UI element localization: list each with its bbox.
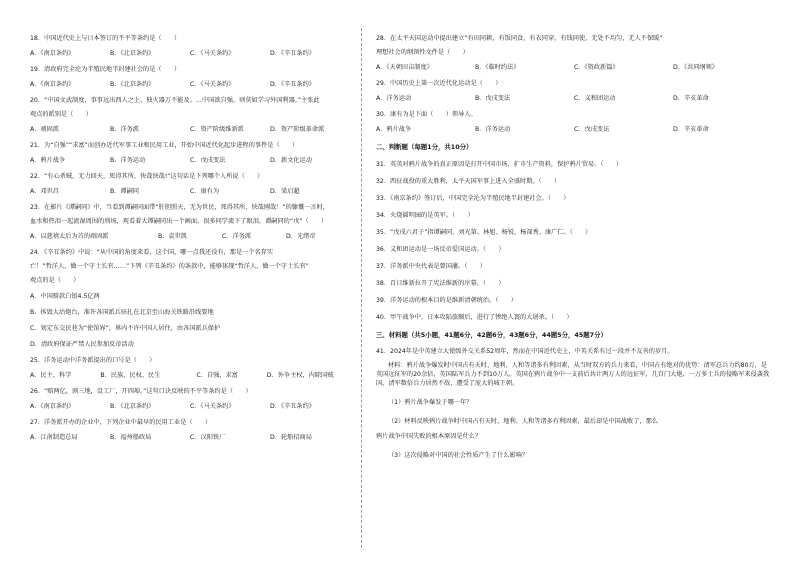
judge-item-39: 39．洋务运动的根本目的是维新清朝统治。（ ） <box>376 297 517 304</box>
q30-option-a: A．鸦片战争 <box>376 126 412 133</box>
q21-options <box>30 156 350 165</box>
q22-options <box>30 187 350 196</box>
q20-option-c: C．资产阶级维新派 <box>190 126 244 133</box>
judge-item-35: 35．“戊戌六君子”指谭嗣同、刘光第、林旭、杨锐、杨深秀、康广仁。（ ） <box>376 229 592 236</box>
judge-item-31: 31．英英对鸦片战争的真正原因是打开中国市场，扩市生产资料，保护鸦片贸易。（ ） <box>376 161 623 168</box>
q24-options <box>30 292 350 349</box>
q26-option-a: A．《南京条约》 <box>30 403 75 410</box>
q19-option-c: C．《马关条约》 <box>190 81 235 88</box>
right-column <box>376 34 772 466</box>
q20-option-b: B．洋务派 <box>110 126 139 133</box>
q26-option-d: D．《辛丑条约》 <box>270 403 315 410</box>
q41-sub2-cont: 鸦片战争中国失败的根本原因是什么？ <box>376 433 482 441</box>
q41-sub2: （2）材料反映鸦片战争时中国占有天时、地利、人和等诸多有利因素，最后却是中国战败了，那么 <box>388 418 658 425</box>
q19-stem: 19．清政府完全沦为半殖民地半封建社会的是（ ） <box>30 66 181 73</box>
q30-option-c: C．戊戌变法 <box>574 126 610 133</box>
q30-options <box>376 125 772 134</box>
q20-stem-cont: 观点的派别是（ ） <box>30 111 92 118</box>
q19-option-d: D．《辛丑条约》 <box>270 81 315 88</box>
q23-option-a: A．以慈禧太后为首的顽固派 <box>30 233 109 240</box>
q26-options <box>30 402 350 411</box>
q21-option-b: B．洋务运动 <box>110 157 146 164</box>
q29-option-a: A．洋务运动 <box>376 95 412 102</box>
q28-stem-cont: 理想社会的纲领性文件是（ ） <box>376 49 469 56</box>
q21-option-a: A．鸦片战争 <box>30 157 66 164</box>
q18-stem: 18．中国近代史上与日本签订的不平等条约是（ ） <box>30 35 181 42</box>
q27-option-a: A．江南制造总局 <box>30 434 78 441</box>
q28-option-d: D．《共同纲领》 <box>673 64 718 71</box>
judge-item-32: 32．西征战役的重大胜利，太平天国军事上进入全盛时期。（ ） <box>376 178 561 185</box>
q20-option-d: D．资产阶级革命派 <box>270 126 325 133</box>
q29-option-b: B．戊戌变法 <box>475 95 511 102</box>
q22-option-b: B．谭嗣同 <box>110 188 139 195</box>
q20-stem: 20．“中国文武制度，事事远出西人之上，独火器万不能及。…中国欲自强，则莫如学习外国利器。”主张此 <box>30 97 320 104</box>
q22-option-c: C．康有为 <box>190 188 220 195</box>
q24-option-d: D．清政府保证严禁人民参加反帝活动 <box>30 341 134 348</box>
judge-item-33: 33．《南京条约》签订后，中国完全沦为半殖民地半封建社会。（ ） <box>376 195 570 202</box>
q26-option-c: C．《马关条约》 <box>190 403 235 410</box>
q19-options <box>30 80 350 89</box>
q41-sub1: （1）鸦片战争爆发于哪一年？ <box>388 399 473 406</box>
judge-item-34: 34．火烧圆明园的是英军。（ ） <box>376 212 474 219</box>
section-material-heading: 三、材料题（共5小题，41题6分，42题6分，43题6分，44题5分，45题7分） <box>376 331 607 339</box>
q26-stem: 26．“赔两亿，割三地，设工厂，开四埠。”这句口诀反映的不平等条约是（ ） <box>30 388 252 395</box>
q21-stem: 21．为“自强”“求富”而创办近代军事工业和民用工业，开始中国近代化起步进程的事件是（ ） <box>30 142 299 149</box>
q25-options <box>30 371 350 380</box>
q25-stem: 25．洋务运动中洋务派提出的口号是（ ） <box>30 357 156 364</box>
q28-option-b: B．《临时约法》 <box>475 64 520 71</box>
q41-material: 材料：鸦片战争爆发时中国占有天时、地利、人和等诸多有利因素，从当时双方的兵力来看，中国占有绝对的优势：清军总兵力约80万，是英国远征军的20余倍，英国陆军兵力不到10万人。英国在鸦片战争中一支前后共计两万人的远征军，几百门大炮、一万多士兵的侵略军来侵袭我国，清军数倍兵力居然不敌，遭受了庞大的城王朝。 <box>376 362 770 387</box>
judgement-list <box>376 160 772 322</box>
q18-options <box>30 49 350 58</box>
q25-option-d: D．外争主权，内除国贼 <box>266 372 334 379</box>
q30-option-b: B．洋务运动 <box>475 126 511 133</box>
section-judgement-heading: 二、判断题（每题1分，共10分） <box>376 143 473 151</box>
q29-option-d: D．辛亥革命 <box>673 95 709 102</box>
q29-options <box>376 94 772 103</box>
q23-option-b: B．袁世凯 <box>158 233 187 240</box>
q18-option-a: A．《南京条约》 <box>30 50 75 57</box>
q22-stem: 22．“有心杀贼，无力回天，死得其所，快哉快哉!”这句话是下列哪个人所说（ ） <box>30 173 264 180</box>
q24-stem-cont1: 亡！”哲洋人，做一个守土长官……”下列《辛丑条约》的条款中，能够体现“哲洋人，做一个守土长官” <box>30 263 309 270</box>
q25-option-b: B．民族、民权、民生 <box>100 372 161 379</box>
q41-stem: 41．2024年是中英建立大使级外交关系52周年，然而在中国近代史上，中英关系有过一段并不友善的岁月。 <box>376 348 674 355</box>
left-column <box>30 34 350 442</box>
q26-option-b: B．《北京条约》 <box>110 403 155 410</box>
q23-stem: 23．在影片《谭嗣同》中，当看到谭嗣同面带“肝胆照天，无为世民，死得其所，快哉刚哉！”的慷慨一言时， <box>30 204 329 211</box>
judge-item-40: 40．甲午战争中，日本攻陷旅顺后，进行了惨绝人寰的大屠杀。（ ） <box>376 314 573 321</box>
q24-stem: 24．《辛丑条约》中说：“从中国的角度来看，这个国，哪一点我还没有，那是一个名存实 <box>30 249 274 256</box>
q22-option-a: A．邓世昌 <box>30 188 59 195</box>
q30-stem: 30．康有为是下面（ ）领导人。 <box>376 111 477 118</box>
q18-option-c: C．《马关条约》 <box>190 50 235 57</box>
q27-option-c: C．汉阳铁厂 <box>190 434 226 441</box>
q27-option-b: B．福州船政局 <box>110 434 152 441</box>
q24-option-a: A．中国赔款白银4.5亿两 <box>30 293 100 300</box>
q29-option-c: C．义和团运动 <box>574 95 616 102</box>
q21-option-d: D．新文化运动 <box>270 157 312 164</box>
q28-options <box>376 63 772 72</box>
judge-item-38: 38．百日维新拉开了宪法维新的序幕。（ ） <box>376 280 505 287</box>
q27-options <box>30 433 350 442</box>
q23-options <box>30 232 350 241</box>
q28-option-a: A．《天朝田亩制度》 <box>376 64 433 71</box>
q28-option-c: C．《资政新篇》 <box>574 64 619 71</box>
q19-option-b: B．《北京条约》 <box>110 81 155 88</box>
q29-stem: 29．中国历史上第一次近代化运动是（ ） <box>376 80 502 87</box>
q18-option-b: B．《北京条约》 <box>110 50 155 57</box>
column-divider <box>361 28 362 548</box>
q23-option-c: C．洋务派 <box>222 233 252 240</box>
q27-option-d: D．轮船招商局 <box>270 434 312 441</box>
q20-options <box>30 125 350 134</box>
q18-option-d: D．《辛丑条约》 <box>270 50 315 57</box>
q27-stem: 27．洋务派开办的企业中，下列企业中最早的民用工业是（ ） <box>30 419 212 426</box>
q22-option-d: D．梁启超 <box>270 188 300 195</box>
judge-item-36: 36．义和团运动是一场反帝爱国运动。（ ） <box>376 246 505 253</box>
q41-sub3: （3）这次侵略对中国的社会性质产生了什么影响？ <box>388 452 529 460</box>
q30-option-d: D．辛亥革命 <box>673 126 709 133</box>
q21-option-c: C．戊戌变法 <box>190 157 226 164</box>
q20-option-a: A．顽固派 <box>30 126 59 133</box>
q25-option-c: C．自强、求富 <box>196 372 238 379</box>
q23-option-d: D．光绪帝 <box>286 233 316 240</box>
judge-item-37: 37．洋务派中央代表是曾国藩。（ ） <box>376 263 486 270</box>
q23-stem-cont: 血水和热泪一起流湿周围的刑场，观看着大谭嗣同出一个画面，很多同学流下了眼泪，谭嗣同的“戊”（ ） <box>30 218 328 225</box>
q19-option-a: A．《南京条约》 <box>30 81 75 88</box>
q25-option-a: A．民主、科学 <box>30 372 72 379</box>
q24-option-c: C．划定东交民巷为“使馆界”，界内不许中国人居住，由各国派兵保护 <box>30 325 221 332</box>
q24-stem-cont2: 观点的是（ ） <box>30 277 80 284</box>
q28-stem: 28．在太平天国运动中提出建立“有田同耕，有饭同食，有衣同穿，有钱同使，无处不均匀，无人不保暖” <box>376 35 663 42</box>
q24-option-b: B．拆毁大沽炮台，准许各国派兵驻扎在北京至山海关铁路沿线要地 <box>30 309 214 316</box>
